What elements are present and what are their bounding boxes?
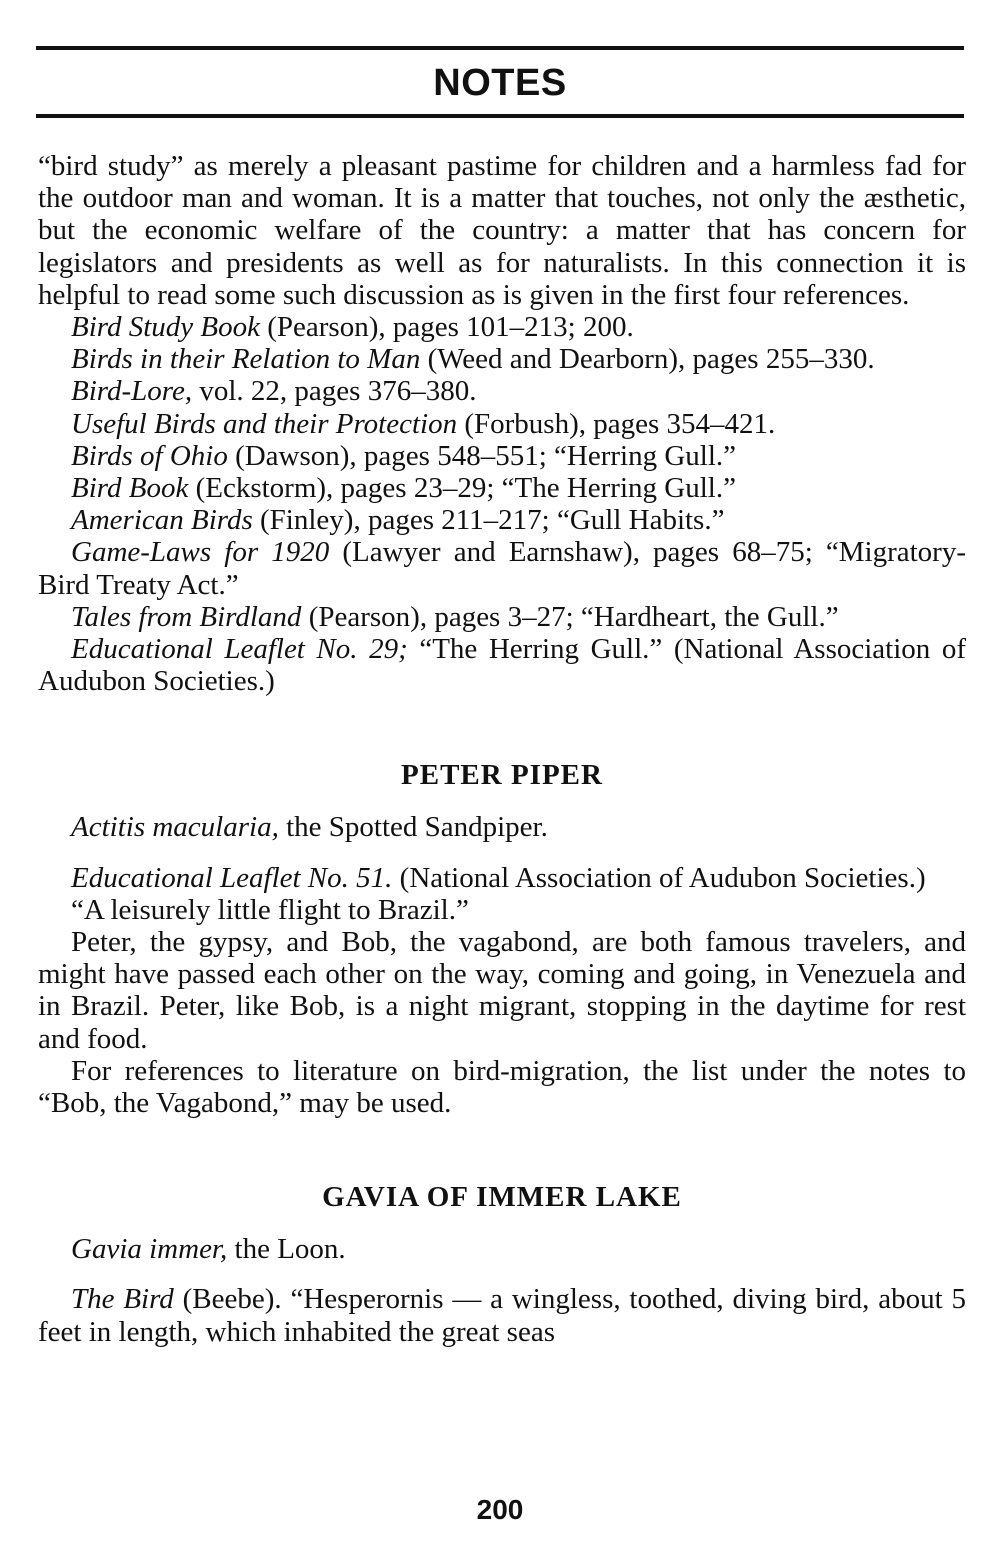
species-scientific-name: Actitis macularia, (71, 811, 279, 844)
reference-detail: (Dawson), pages 548–551; “Herring Gull.” (227, 439, 737, 472)
reference-title: Tales from Birdland (71, 600, 302, 633)
paragraph-spacer (38, 1265, 966, 1283)
page-body (38, 150, 966, 1348)
section-gavia (38, 1181, 966, 1348)
body-paragraph: For references to literature on bird-migration, the list under the notes to “Bob, the Vagabond,” may be used. (38, 1054, 966, 1120)
section-heading: GAVIA OF IMMER LAKE (322, 1181, 682, 1214)
reference-item (38, 601, 966, 633)
running-header: NOTES (433, 62, 567, 104)
heading-spacer (38, 791, 966, 811)
leaflet-publisher: (National Association of Audubon Societies.) (392, 861, 926, 894)
reference-title: Bird Study Book (71, 311, 260, 344)
reference-detail: vol. 22, pages 376–380. (192, 375, 477, 408)
reference-detail: (Pearson), pages 3–27; “Hardheart, the Gull.” (301, 600, 839, 633)
reference-item (38, 375, 966, 407)
section-spacer (38, 1119, 966, 1181)
reference-title: Game-Laws for 1920 (71, 536, 330, 569)
reference-detail: (Pearson), pages 101–213; 200. (260, 311, 634, 344)
species-scientific-name: Gavia immer, (71, 1233, 228, 1266)
reference-title: American Birds (71, 504, 253, 537)
species-line (38, 1233, 966, 1265)
book-title: The Bird (71, 1283, 174, 1316)
leaflet-title: Educational Leaflet No. 51. (71, 861, 393, 894)
section-heading: PETER PIPER (401, 759, 603, 792)
species-common-name: the Loon. (227, 1233, 346, 1266)
reference-item (38, 504, 966, 536)
reference-item (38, 472, 966, 504)
section-peter-piper (38, 759, 966, 1119)
section-spacer (38, 697, 966, 759)
reference-detail: (Lawyer and Earnshaw), pages 68–75; “Migratory-Bird Treaty Act.” (38, 536, 966, 601)
reference-item (38, 440, 966, 472)
paragraph-spacer (38, 844, 966, 862)
book-quote: (Beebe). “Hesperornis — a wingless, toothed, diving bird, about 5 feet in length, which inhabited the great seas (38, 1283, 966, 1348)
quote-line: “A leisurely little flight to Brazil.” (71, 893, 469, 926)
reference-item (38, 633, 966, 697)
body-paragraph (38, 1283, 966, 1347)
reference-item (38, 408, 966, 440)
reference-title: Birds of Ohio (71, 439, 228, 472)
body-paragraph: Peter, the gypsy, and Bob, the vagabond, are both famous travelers, and might have passed each other on the way, coming and going, in Venezuela and in Brazil. Peter, like Bob, is a night migrant, stopping in the daytime for rest and food. (38, 926, 966, 1055)
reference-title: Bird Book (71, 472, 189, 505)
header-rule-bottom (36, 114, 964, 118)
species-line (38, 811, 966, 843)
species-common-name: the Spotted Sandpiper. (278, 811, 548, 844)
header-rule-top (36, 46, 964, 50)
reference-detail: (Forbush), pages 354–421. (457, 407, 776, 440)
reference-title: Educational Leaflet No. 29; (71, 633, 408, 666)
reference-item (38, 536, 966, 600)
reference-title: Useful Birds and their Protection (71, 407, 458, 440)
reference-detail: “The Herring Gull.” (National Association of Audubon Societies.) (38, 633, 966, 698)
reference-detail: (Finley), pages 211–217; “Gull Habits.” (252, 504, 725, 537)
leaflet-reference (38, 862, 966, 894)
intro-paragraph: “bird study” as merely a pleasant pastime for children and a harmless fad for the outdoor man and woman. It is a matter that touches, not only the æsthetic, but the economic welfare of the country: a matter that has concern for legislators and presidents as well as for naturalists. In this connection it is helpful to read some such discussion as is given in the first four references. (38, 150, 966, 311)
heading-spacer (38, 1213, 966, 1233)
reference-title: Birds in their Relation to Man (71, 343, 421, 376)
reference-item (38, 311, 966, 343)
reference-list (38, 311, 966, 697)
reference-title: Bird-Lore, (71, 375, 193, 408)
reference-detail: (Eckstorm), pages 23–29; “The Herring Gull.” (188, 472, 736, 505)
reference-detail: (Weed and Dearborn), pages 255–330. (420, 343, 875, 376)
page-number: 200 (476, 1494, 524, 1525)
reference-item (38, 343, 966, 375)
